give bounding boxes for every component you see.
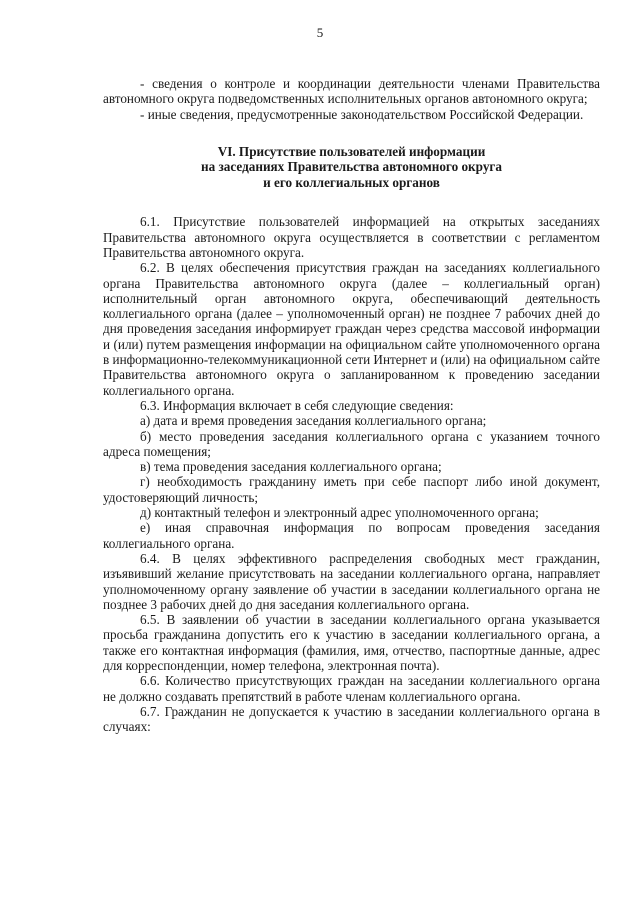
- paragraph-6-4: 6.4. В целях эффективного распределения свободных мест гражданин, изъявивший желание присутствовать на заседании коллегиального органа, направляет уполномоченному органу заявление об участии в заседании коллегиального органа не позднее 3 рабочих дней до дня заседания коллегиального органа.: [103, 550, 600, 612]
- paragraph-6-7: 6.7. Гражданин не допускается к участию в заседании коллегиального органа в случаях:: [103, 703, 600, 735]
- intro-item-1: - сведения о контроле и координации деятельности членами Правительства автономного округа подведомственных исполнительных органов автономного округа;: [103, 76, 600, 107]
- intro-item-2: - иные сведения, предусмотренные законодательством Российской Федерации.: [140, 106, 584, 122]
- section-heading-line-2: на заседаниях Правительства автономного округа: [201, 159, 502, 175]
- list-item-b: б) место проведения заседания коллегиального органа с указанием точного адреса помещения;: [103, 428, 600, 459]
- paragraph-6-2: 6.2. В целях обеспечения присутствия граждан на заседаниях коллегиального органа Правительства автономного округа (далее – коллегиальный орган) исполнительный орган автономного округа, обеспечивающий деятельность коллегиального органа (далее – уполномоченный орган) не позднее 7 рабочих дней до дня проведения заседания информирует граждан через средства массовой информации и (или) путем размещения информации на официальном сайте уполномоченного органа в информационно-телекоммуникационной сети Интернет и (или) на официальном сайте Правительства автономного округа о запланированном к проведению заседании коллегиального органа.: [103, 260, 600, 398]
- list-item-g: г) необходимость гражданину иметь при себе паспорт либо иной документ, удостоверяющий личность;: [103, 474, 600, 505]
- paragraph-6-3: 6.3. Информация включает в себя следующие сведения:: [140, 397, 454, 413]
- list-item-d: д) контактный телефон и электронный адрес уполномоченного органа;: [140, 505, 539, 521]
- document-body: [103, 76, 600, 734]
- paragraph-6-1: 6.1. Присутствие пользователей информацией на открытых заседаниях Правительства автономного округа осуществляется в соответствии с регламентом Правительства автономного округа.: [103, 214, 600, 260]
- paragraph-6-6: 6.6. Количество присутствующих граждан на заседании коллегиального органа не должно создавать препятствий в работе членам коллегиального органа.: [103, 673, 600, 704]
- section-heading-line-1: VI. Присутствие пользователей информации: [217, 143, 486, 159]
- page-number: 5: [316, 25, 324, 40]
- list-item-v: в) тема проведения заседания коллегиального органа;: [140, 459, 442, 475]
- list-item-e: е) иная справочная информация по вопросам проведения заседания коллегиального органа.: [103, 520, 600, 551]
- paragraph-6-5: 6.5. В заявлении об участии в заседании коллегиального органа указывается просьба гражданина допустить его к участию в заседании коллегиального органа, а также его контактная информация (фамилия, имя, отчество, паспортные данные, адрес для корреспонденции, номер телефона, электронная почта).: [103, 612, 600, 673]
- section-heading: [103, 144, 600, 191]
- list-item-a: а) дата и время проведения заседания коллегиального органа;: [140, 413, 487, 429]
- section-heading-line-3: и его коллегиальных органов: [263, 174, 440, 190]
